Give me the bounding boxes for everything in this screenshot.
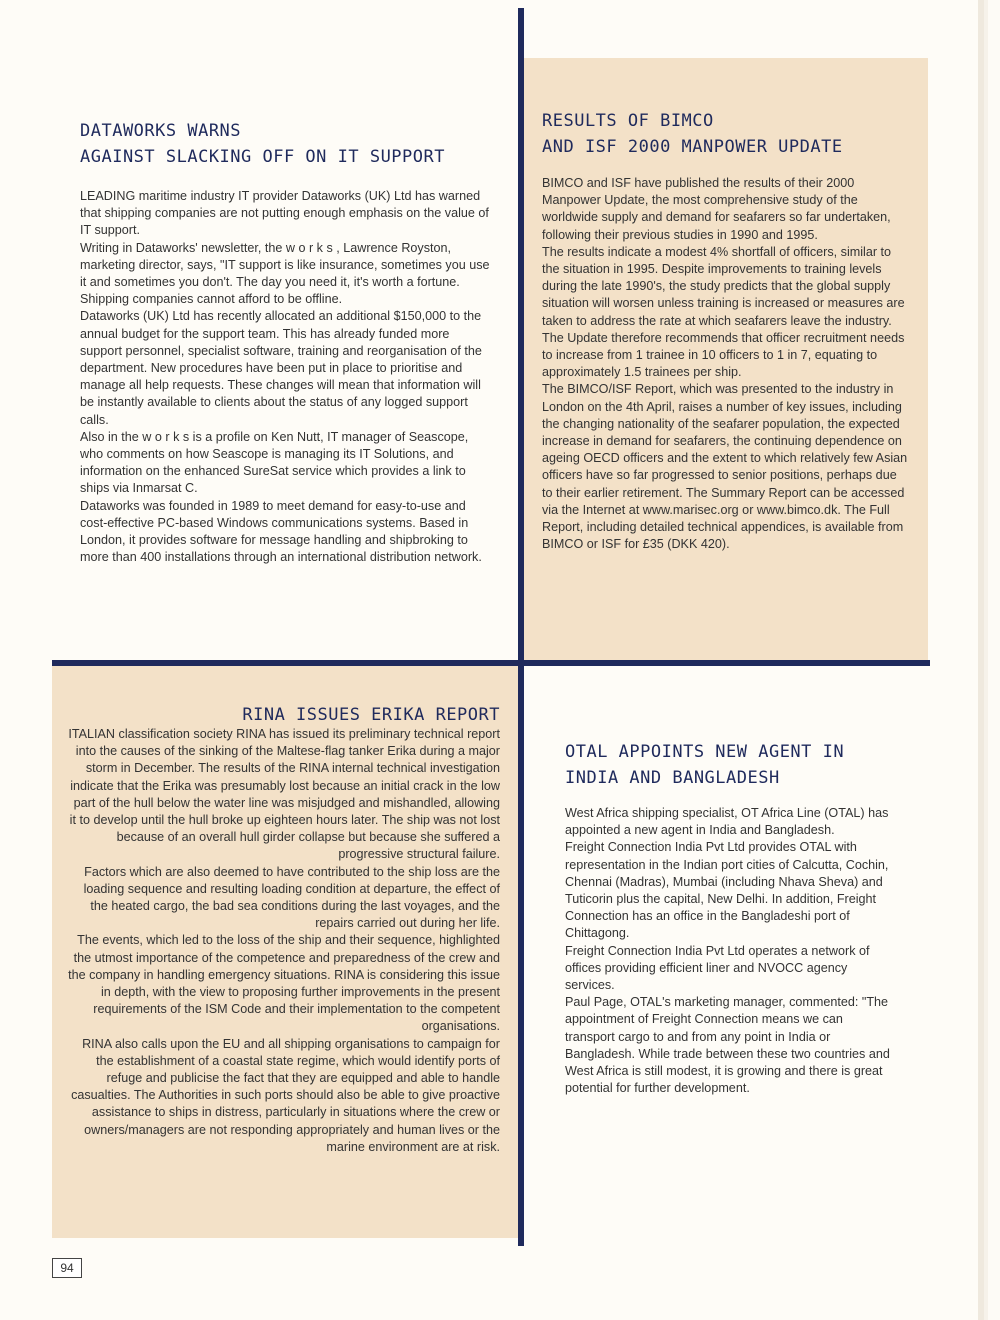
rina-article-body (66, 726, 500, 1156)
dataworks-headline (80, 118, 500, 170)
bimco-article-body (542, 175, 908, 553)
bimco-headline-line2: AND ISF 2000 MANPOWER UPDATE (542, 137, 843, 157)
otal-headline-line2: INDIA AND BANGLADESH (565, 768, 780, 788)
dataworks-article-body (80, 188, 490, 566)
bimco-headline-line1: RESULTS OF BIMCO (542, 111, 714, 131)
dataworks-headline-line1: DATAWORKS WARNS (80, 121, 242, 141)
rina-paragraph: Factors which are also deemed to have contributed to the ship loss are the loading sequence and resulting loading condition at departure, the effect of the heated cargo, the bad sea conditions during the last voyages, and the repairs carried out during her life. (83, 864, 500, 931)
otal-paragraph: Freight Connection India Pvt Ltd operates a network of offices providing efficient liner and NVOCC agency services. (565, 943, 870, 993)
rina-paragraph: RINA also calls upon the EU and all shipping organisations to campaign for the establishment of a coastal state regime, which would identify ports of refuge and publicise the fact that they are equipped and able to handle casualties. The Authorities in such ports should also be able to give proactive assistance to ships in distress, particularly in situations where the crew or owners/managers are not responding appropriately and human lives or the marine environment are at risk. (71, 1036, 500, 1154)
rina-paragraph: The events, which led to the loss of the ship and their sequence, highlighted the utmost importance of the competence and preparedness of the crew and the company in handling emergency situations. RINA is considering this issue in depth, with the view to proposing further improvements in the present requirements of the ISM Code and their implementation to the competent organisations. (68, 933, 500, 1034)
otal-headline-line1: OTAL APPOINTS NEW AGENT IN (565, 742, 845, 762)
dataworks-headline-line2: AGAINST SLACKING OFF ON IT SUPPORT (80, 147, 445, 167)
dataworks-paragraph: Dataworks was founded in 1989 to meet demand for easy-to-use and cost-effective PC-based Windows communications systems. Based in London, it provides software for message handling and shipbroking to more than 400 installations through an international distribution network. (80, 498, 482, 565)
otal-paragraph: Freight Connection India Pvt Ltd provides OTAL with representation in the Indian port cities of Calcutta, Cochin, Chennai (Madras), Mumbai (including Nhava Sheva) and Tuticorin plus the capital, New Delhi. In addition, Freight Connection has an office in the Bangladeshi port of Chittagong. (565, 840, 889, 941)
rina-paragraph: ITALIAN classification society RINA has issued its preliminary technical report into the causes of the sinking of the Maltese-flag tanker Erika during a major storm in December. The results of the RINA internal technical investigation indicate that the Erika was presumably lost because an initial crack in the low part of the hull below the water line was misjudged and mishandled, allowing it to develop until the hull broke up eighteen hours later. The ship was not lost because of an overall hull girder collapse but because she suffered a progressive structural failure. (68, 727, 500, 862)
bimco-headline (542, 108, 902, 160)
otal-paragraph: Paul Page, OTAL's marketing manager, commented: "The appointment of Freight Connection means we can transport cargo to and from any point in India or Bangladesh. While trade between these two countries and West Africa is still modest, it is growing and there is great potential for further development. (565, 995, 890, 1096)
vertical-divider-rule (518, 8, 524, 1246)
otal-article-body (565, 805, 895, 1097)
bimco-paragraph: The results indicate a modest 4% shortfall of officers, similar to the situation in 1995. Despite improvements to training levels during the late 1990's, the study predicts that the global supply situation will worsen unless training is increased or measures are taken to address the rate at which seafarers leave the industry. The Update therefore recommends that officer recruitment needs to increase from 1 trainee in 10 officers to 1 in 7, equating to approximately 1.5 trainees per ship. (542, 244, 905, 380)
dataworks-paragraph: LEADING maritime industry IT provider Dataworks (UK) Ltd has warned that shipping companies are not putting enough emphasis on the value of IT support. (80, 189, 489, 238)
dataworks-paragraph: Writing in Dataworks' newsletter, the w o r k s , Lawrence Royston, marketing director, says, "IT support is like insurance, sometimes you use it and sometimes you don't. The day you need it, it's worth a fortune. Shipping companies cannot afford to be offline. (80, 240, 490, 307)
otal-paragraph: West Africa shipping specialist, OT Africa Line (OTAL) has appointed a new agent in India and Bangladesh. (565, 806, 889, 838)
horizontal-divider-rule (52, 660, 930, 666)
otal-headline (565, 739, 895, 791)
rina-headline: RINA ISSUES ERIKA REPORT (242, 705, 500, 725)
dataworks-paragraph: Also in the w o r k s is a profile on Ken Nutt, IT manager of Seascope, who comments on how Seascope is managing its IT Solutions, and information on the enhanced SureSat service which provides a link to ships via Inmarsat C. (80, 429, 469, 496)
bimco-paragraph: The BIMCO/ISF Report, which was presented to the industry in London on the 4th April, raises a number of key issues, including the changing nationality of the seafarer population, the expected increase in demand for seafarers, the continuing dependence on ageing OECD officers and the extent to which relatively few Asian officers have so far progressed to senior positions, perhaps due to their earlier retirement. The Summary Report can be accessed via the Internet at www.marisec.org or www.bimco.dk. The Full Report, including detailed technical appendices, is available from BIMCO or ISF for £35 (DKK 420). (542, 382, 908, 552)
bimco-paragraph: BIMCO and ISF have published the results of their 2000 Manpower Update, the most comprehensive study of the worldwide supply and demand for seafarers so far undertaken, following their previous studies in 1990 and 1995. (542, 176, 891, 242)
page-number: 94 (52, 1258, 82, 1278)
dataworks-paragraph: Dataworks (UK) Ltd has recently allocated an additional $150,000 to the annual budget for the support team. This has already funded more support personnel, specialist software, training and reorganisation of the department. New procedures have been put in place to prioritise and manage all help requests. These changes will mean that information will be instantly available to clients about the status of any logged support calls. (80, 309, 482, 427)
